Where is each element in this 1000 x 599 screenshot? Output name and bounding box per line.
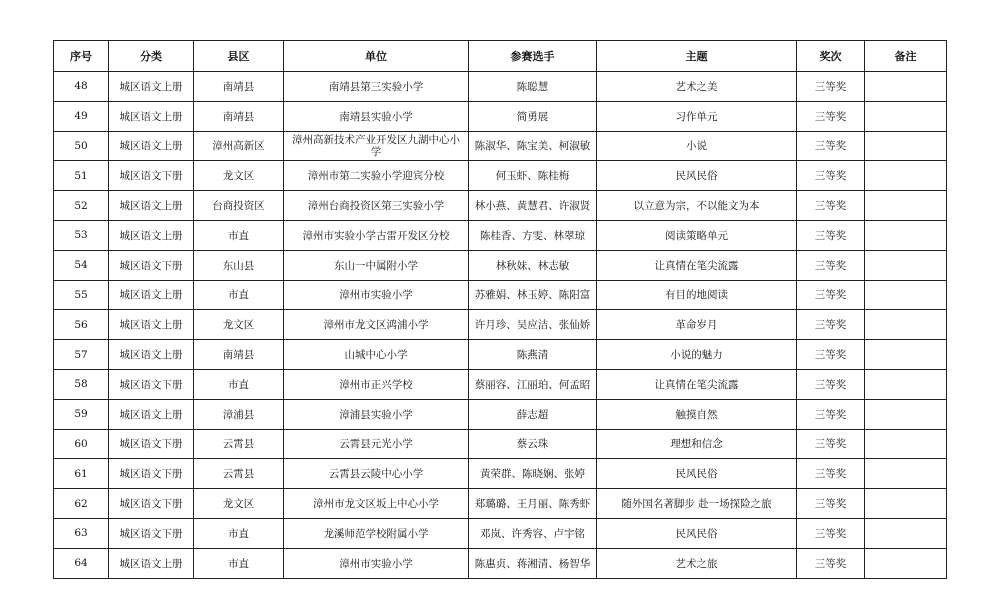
cell-remark (865, 489, 947, 519)
cell-category: 城区语文下册 (109, 459, 194, 489)
table-row (54, 489, 947, 519)
cell-unit: 山城中心小学 (284, 340, 469, 370)
table-body (54, 72, 947, 579)
cell-unit: 云霄县元光小学 (284, 429, 469, 459)
cell-unit: 漳州市正兴学校 (284, 369, 469, 399)
cell-award: 三等奖 (797, 459, 865, 489)
cell-remark (865, 220, 947, 250)
cell-theme: 阅读策略单元 (597, 220, 797, 250)
cell-no: 54 (54, 250, 109, 280)
cell-district: 龙文区 (194, 161, 284, 191)
cell-district: 南靖县 (194, 101, 284, 131)
cell-contestants: 陈聪慧 (469, 72, 597, 102)
table-header-row (54, 41, 947, 72)
cell-district: 漳浦县 (194, 399, 284, 429)
cell-no: 51 (54, 161, 109, 191)
cell-theme: 习作单元 (597, 101, 797, 131)
table-row (54, 101, 947, 131)
table-row (54, 161, 947, 191)
cell-contestants: 陈桂香、方雯、林翠琼 (469, 220, 597, 250)
header-unit: 单位 (284, 41, 469, 72)
cell-remark (865, 310, 947, 340)
cell-remark (865, 101, 947, 131)
cell-award: 三等奖 (797, 548, 865, 578)
cell-award: 三等奖 (797, 489, 865, 519)
cell-theme: 民风民俗 (597, 518, 797, 548)
table-row (54, 131, 947, 161)
cell-district: 市直 (194, 518, 284, 548)
cell-unit: 南靖县第三实验小学 (284, 72, 469, 102)
cell-theme: 有目的地阅读 (597, 280, 797, 310)
cell-district: 云霄县 (194, 429, 284, 459)
cell-no: 50 (54, 131, 109, 161)
header-award: 奖次 (797, 41, 865, 72)
cell-category: 城区语文下册 (109, 518, 194, 548)
cell-remark (865, 131, 947, 161)
cell-district: 市直 (194, 220, 284, 250)
table-row (54, 518, 947, 548)
cell-award: 三等奖 (797, 101, 865, 131)
cell-category: 城区语文上册 (109, 548, 194, 578)
table-row (54, 548, 947, 578)
cell-remark (865, 459, 947, 489)
cell-theme: 民风民俗 (597, 459, 797, 489)
cell-contestants: 林秋妹、林志敏 (469, 250, 597, 280)
cell-unit: 漳州高新技术产业开发区九湖中心小学 (284, 131, 469, 161)
cell-category: 城区语文下册 (109, 369, 194, 399)
cell-district: 市直 (194, 280, 284, 310)
cell-category: 城区语文下册 (109, 161, 194, 191)
cell-no: 64 (54, 548, 109, 578)
cell-no: 59 (54, 399, 109, 429)
cell-award: 三等奖 (797, 369, 865, 399)
cell-category: 城区语文下册 (109, 429, 194, 459)
cell-no: 48 (54, 72, 109, 102)
cell-theme: 革命岁月 (597, 310, 797, 340)
cell-remark (865, 518, 947, 548)
cell-unit: 漳州市第二实验小学迎宾分校 (284, 161, 469, 191)
cell-award: 三等奖 (797, 280, 865, 310)
table-row (54, 340, 947, 370)
cell-no: 57 (54, 340, 109, 370)
cell-award: 三等奖 (797, 518, 865, 548)
cell-contestants: 蔡云珠 (469, 429, 597, 459)
table-row (54, 310, 947, 340)
cell-unit: 漳州市实验小学 (284, 548, 469, 578)
cell-theme: 小说的魅力 (597, 340, 797, 370)
cell-unit: 漳州市实验小学古雷开发区分校 (284, 220, 469, 250)
cell-award: 三等奖 (797, 131, 865, 161)
header-no: 序号 (54, 41, 109, 72)
cell-contestants: 郑璐璐、王月丽、陈秀虾 (469, 489, 597, 519)
table-row (54, 429, 947, 459)
cell-category: 城区语文上册 (109, 220, 194, 250)
cell-category: 城区语文上册 (109, 310, 194, 340)
cell-remark (865, 72, 947, 102)
table-row (54, 220, 947, 250)
cell-remark (865, 340, 947, 370)
cell-no: 61 (54, 459, 109, 489)
cell-category: 城区语文上册 (109, 191, 194, 221)
cell-no: 52 (54, 191, 109, 221)
cell-unit: 东山一中属附小学 (284, 250, 469, 280)
cell-remark (865, 399, 947, 429)
cell-no: 60 (54, 429, 109, 459)
header-category: 分类 (109, 41, 194, 72)
cell-unit: 漳州市龙文区坂上中心小学 (284, 489, 469, 519)
cell-contestants: 蔡丽容、江丽珀、何孟昭 (469, 369, 597, 399)
cell-award: 三等奖 (797, 72, 865, 102)
header-contestants: 参赛选手 (469, 41, 597, 72)
cell-award: 三等奖 (797, 191, 865, 221)
cell-category: 城区语文上册 (109, 399, 194, 429)
cell-unit: 漳州市龙文区鸿浦小学 (284, 310, 469, 340)
table-row (54, 191, 947, 221)
cell-district: 台商投资区 (194, 191, 284, 221)
cell-contestants: 苏雅娟、林玉婷、陈阳富 (469, 280, 597, 310)
cell-theme: 理想和信念 (597, 429, 797, 459)
cell-category: 城区语文上册 (109, 280, 194, 310)
cell-district: 云霄县 (194, 459, 284, 489)
cell-no: 62 (54, 489, 109, 519)
header-theme: 主题 (597, 41, 797, 72)
cell-theme: 艺术之旅 (597, 548, 797, 578)
cell-no: 49 (54, 101, 109, 131)
cell-district: 龙文区 (194, 310, 284, 340)
table-row (54, 72, 947, 102)
cell-district: 龙文区 (194, 489, 284, 519)
cell-category: 城区语文下册 (109, 489, 194, 519)
cell-district: 南靖县 (194, 72, 284, 102)
cell-no: 55 (54, 280, 109, 310)
header-remark: 备注 (865, 41, 947, 72)
cell-remark (865, 161, 947, 191)
cell-unit: 南靖县实验小学 (284, 101, 469, 131)
cell-remark (865, 280, 947, 310)
cell-district: 漳州高新区 (194, 131, 284, 161)
cell-category: 城区语文上册 (109, 340, 194, 370)
cell-contestants: 简勇展 (469, 101, 597, 131)
cell-contestants: 陈燕清 (469, 340, 597, 370)
cell-unit: 漳州台商投资区第三实验小学 (284, 191, 469, 221)
table-row (54, 250, 947, 280)
cell-award: 三等奖 (797, 250, 865, 280)
cell-district: 南靖县 (194, 340, 284, 370)
table-row (54, 369, 947, 399)
cell-no: 56 (54, 310, 109, 340)
cell-remark (865, 548, 947, 578)
cell-district: 市直 (194, 369, 284, 399)
cell-award: 三等奖 (797, 220, 865, 250)
cell-contestants: 许月珍、吴应洁、张仙娇 (469, 310, 597, 340)
header-district: 县区 (194, 41, 284, 72)
cell-category: 城区语文上册 (109, 101, 194, 131)
cell-theme: 小说 (597, 131, 797, 161)
cell-theme: 随外国名著脚步 赴一场探险之旅 (597, 489, 797, 519)
cell-district: 东山县 (194, 250, 284, 280)
cell-category: 城区语文上册 (109, 131, 194, 161)
cell-contestants: 陈淑华、陈宝美、柯淑敏 (469, 131, 597, 161)
cell-remark (865, 250, 947, 280)
table-row (54, 399, 947, 429)
cell-contestants: 邓岚、许秀容、卢宇铭 (469, 518, 597, 548)
table-row (54, 459, 947, 489)
cell-contestants: 陈惠贞、蒋湘清、杨智华 (469, 548, 597, 578)
awards-table (53, 40, 947, 579)
cell-no: 63 (54, 518, 109, 548)
cell-unit: 云霄县云陵中心小学 (284, 459, 469, 489)
cell-category: 城区语文上册 (109, 72, 194, 102)
cell-theme: 民风民俗 (597, 161, 797, 191)
cell-award: 三等奖 (797, 310, 865, 340)
cell-theme: 让真情在笔尖流露 (597, 250, 797, 280)
cell-no: 53 (54, 220, 109, 250)
cell-theme: 触摸自然 (597, 399, 797, 429)
cell-contestants: 何玉虾、陈桂梅 (469, 161, 597, 191)
cell-category: 城区语文下册 (109, 250, 194, 280)
cell-contestants: 林小燕、黄慧君、许淑贤 (469, 191, 597, 221)
cell-award: 三等奖 (797, 161, 865, 191)
cell-theme: 以立意为宗，不以能文为本 (597, 191, 797, 221)
cell-unit: 龙溪师范学校附属小学 (284, 518, 469, 548)
cell-award: 三等奖 (797, 429, 865, 459)
cell-remark (865, 369, 947, 399)
cell-unit: 漳浦县实验小学 (284, 399, 469, 429)
cell-district: 市直 (194, 548, 284, 578)
cell-theme: 让真情在笔尖流露 (597, 369, 797, 399)
table-row (54, 280, 947, 310)
cell-remark (865, 191, 947, 221)
cell-contestants: 薛志超 (469, 399, 597, 429)
cell-contestants: 黄荣群、陈晓娴、张婷 (469, 459, 597, 489)
cell-no: 58 (54, 369, 109, 399)
cell-theme: 艺术之美 (597, 72, 797, 102)
cell-unit: 漳州市实验小学 (284, 280, 469, 310)
cell-remark (865, 429, 947, 459)
cell-award: 三等奖 (797, 340, 865, 370)
cell-award: 三等奖 (797, 399, 865, 429)
